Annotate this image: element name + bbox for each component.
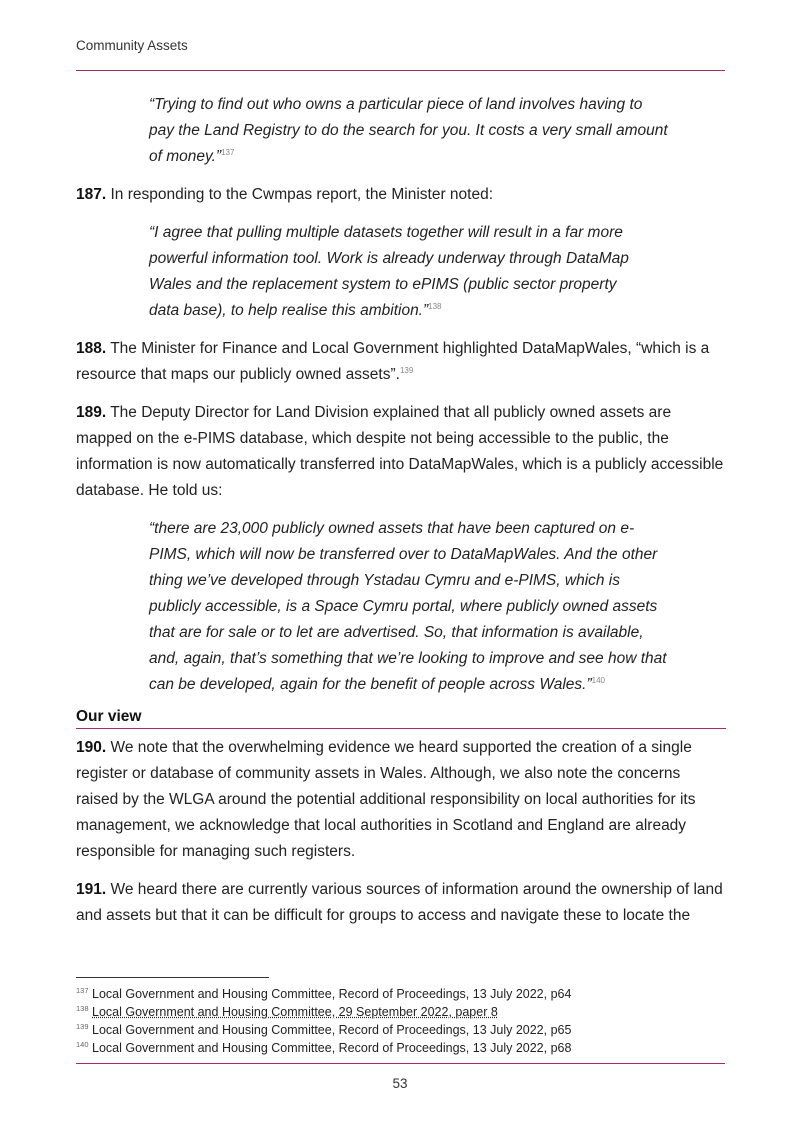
footnote-text: Local Government and Housing Committee, Record of Proceedings, 13 July 2022, p64 [92,987,572,1001]
paragraph-189 [76,400,726,504]
footnote [76,985,726,1003]
section-heading: Our view [76,708,726,729]
quote-block [149,92,669,170]
paragraph-text: In responding to the Cwmpas report, the Minister noted: [110,186,494,203]
paragraph-188 [76,336,726,388]
footnote-ref[interactable]: 137 [221,147,235,157]
quote-block [149,220,639,324]
quote-text: “there are 23,000 publicly owned assets that have been captured on e-PIMS, which will now be transferred over to DataMapWales. And the other thing we’ve developed through Ystadau Cymru and e-PIMS, which is publicly accessible, is a Space Cymru portal, where publicly owned assets that are for sale or to let are advertised. So, that information is available, and, again, that’s something that we’re looking to improve and see how that can be developed, again for the benefit of people across Wales.” [149,520,667,693]
footnote-ref[interactable]: 139 [399,365,414,375]
quote-text: “Trying to find out who owns a particular piece of land involves having to pay the Land Registry to do the search for you. It costs a very small amount of money.” [149,96,668,165]
paragraph-text: We note that the overwhelming evidence we heard supported the creation of a single register or database of community assets in Wales. Although, we also note the concerns raised by the WLGA around the potential additional responsibility on local authorities for its management, we acknowledge that local authorities in Scotland and England are already responsible for managing such registers. [76,739,696,860]
paragraph-190 [76,735,726,865]
footer-divider [76,1063,725,1064]
page-number: 53 [392,1076,408,1091]
footnote-ref[interactable]: 138 [428,301,442,311]
paragraph-number: 188. [76,340,107,357]
running-header: Community Assets [76,38,188,53]
footnote-separator [76,977,269,978]
paragraph-number: 189. [76,404,107,421]
paragraph-number: 190. [76,739,107,756]
paragraph-text: We heard there are currently various sources of information around the ownership of land and assets but that it can be difficult for groups to access and navigate these to locate the [76,881,723,924]
paragraph-191 [76,877,726,929]
quote-block [149,516,669,698]
footnote-text: Local Government and Housing Committee, Record of Proceedings, 13 July 2022, p65 [92,1023,572,1037]
footnote-link[interactable]: Local Government and Housing Committee, 29 September 2022, paper 8 [92,1005,498,1019]
main-content [76,92,726,929]
header-divider [76,70,725,71]
footnote [76,1021,726,1039]
footnote-ref[interactable]: 140 [591,675,605,685]
footnote-text: Local Government and Housing Committee, Record of Proceedings, 13 July 2022, p68 [92,1041,572,1055]
footnote [76,1039,726,1057]
footnote [76,1003,726,1021]
paragraph-number: 187. [76,186,107,203]
paragraph-text: The Minister for Finance and Local Government highlighted DataMapWales, “which is a resource that maps our publicly owned assets”. [76,340,710,383]
footnote-number: 140 [76,1039,89,1049]
quote-text: “I agree that pulling multiple datasets together will result in a far more powerful information tool. Work is already underway through DataMap Wales and the replacement system to ePIMS (public sector property data base), to help realise this ambition.” [149,224,629,319]
footnote-number: 137 [76,985,89,995]
paragraph-number: 191. [76,881,107,898]
paragraph-text: The Deputy Director for Land Division explained that all publicly owned assets are mapped on the e-PIMS database, which despite not being accessible to the public, the information is now automatically transferred into DataMapWales, which is a publicly accessible database. He told us: [76,404,724,499]
paragraph-187 [76,182,726,208]
footnotes [76,985,726,1057]
footnote-number: 138 [76,1003,89,1013]
footnote-number: 139 [76,1021,89,1031]
